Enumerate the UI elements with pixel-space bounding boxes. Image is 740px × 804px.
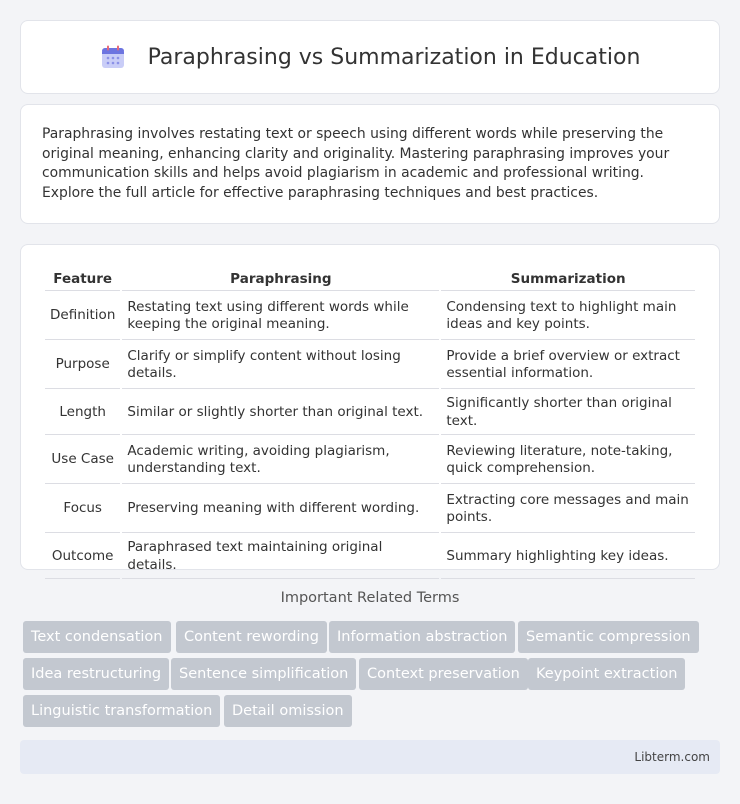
- related-term-tag[interactable]: Content rewording: [176, 621, 327, 653]
- related-term-tag[interactable]: Context preservation: [359, 658, 528, 690]
- feature-cell: Outcome: [45, 535, 120, 579]
- paraphrasing-cell: Paraphrased text maintaining original details.: [122, 535, 439, 579]
- related-term-tag[interactable]: Idea restructuring: [23, 658, 169, 690]
- table-row: [45, 293, 695, 340]
- summarization-cell: Significantly shorter than original text.: [441, 391, 695, 435]
- paraphrasing-cell: Restating text using different words while keeping the original meaning.: [122, 293, 439, 340]
- feature-cell: Focus: [45, 486, 120, 533]
- footer: [20, 740, 720, 774]
- feature-cell: Use Case: [45, 437, 120, 484]
- summarization-cell: Provide a brief overview or extract essential information.: [441, 342, 695, 389]
- table-row: [45, 391, 695, 435]
- summarization-cell: Condensing text to highlight main ideas and key points.: [441, 293, 695, 340]
- intro-card: [20, 104, 720, 224]
- paraphrasing-cell: Clarify or simplify content without losing details.: [122, 342, 439, 389]
- related-term-tag[interactable]: Linguistic transformation: [23, 695, 220, 727]
- footer-site-link[interactable]: Libterm.com: [634, 750, 710, 764]
- table-row: [45, 342, 695, 389]
- comparison-table: [43, 265, 697, 581]
- calendar-icon: [100, 44, 126, 70]
- table-row: [45, 437, 695, 484]
- intro-text: Paraphrasing involves restating text or speech using different words while preserving the original meaning, enhancing clarity and originality. Mastering paraphrasing improves your communication skills and helps avoid plagiarism in academic and professional writing. Explore the full article for effective paraphrasing techniques and best practices.: [42, 126, 670, 201]
- column-header: Paraphrasing: [122, 267, 439, 291]
- summarization-cell: Reviewing literature, note-taking, quick comprehension.: [441, 437, 695, 484]
- related-term-tag[interactable]: Text condensation: [23, 621, 171, 653]
- column-header: Summarization: [441, 267, 695, 291]
- table-header-row: [45, 267, 695, 291]
- paraphrasing-cell: Similar or slightly shorter than original text.: [122, 391, 439, 435]
- feature-cell: Length: [45, 391, 120, 435]
- related-term-tag[interactable]: Information abstraction: [329, 621, 515, 653]
- summarization-cell: Extracting core messages and main points.: [441, 486, 695, 533]
- page-title: Paraphrasing vs Summarization in Education: [147, 44, 641, 70]
- related-term-tag[interactable]: Detail omission: [224, 695, 352, 727]
- table-row: [45, 486, 695, 533]
- paraphrasing-cell: Academic writing, avoiding plagiarism, understanding text.: [122, 437, 439, 484]
- header-card: [20, 20, 720, 94]
- related-term-tag[interactable]: Sentence simplification: [171, 658, 356, 690]
- table-row: [45, 535, 695, 579]
- related-terms-title: Important Related Terms: [280, 590, 460, 606]
- comparison-table-card: [20, 244, 720, 573]
- column-header: Feature: [45, 267, 120, 291]
- related-term-tag[interactable]: Semantic compression: [518, 621, 699, 653]
- paraphrasing-cell: Preserving meaning with different wording.: [122, 486, 439, 533]
- feature-cell: Definition: [45, 293, 120, 340]
- feature-cell: Purpose: [45, 342, 120, 389]
- summarization-cell: Summary highlighting key ideas.: [441, 535, 695, 579]
- related-term-tag[interactable]: Keypoint extraction: [528, 658, 685, 690]
